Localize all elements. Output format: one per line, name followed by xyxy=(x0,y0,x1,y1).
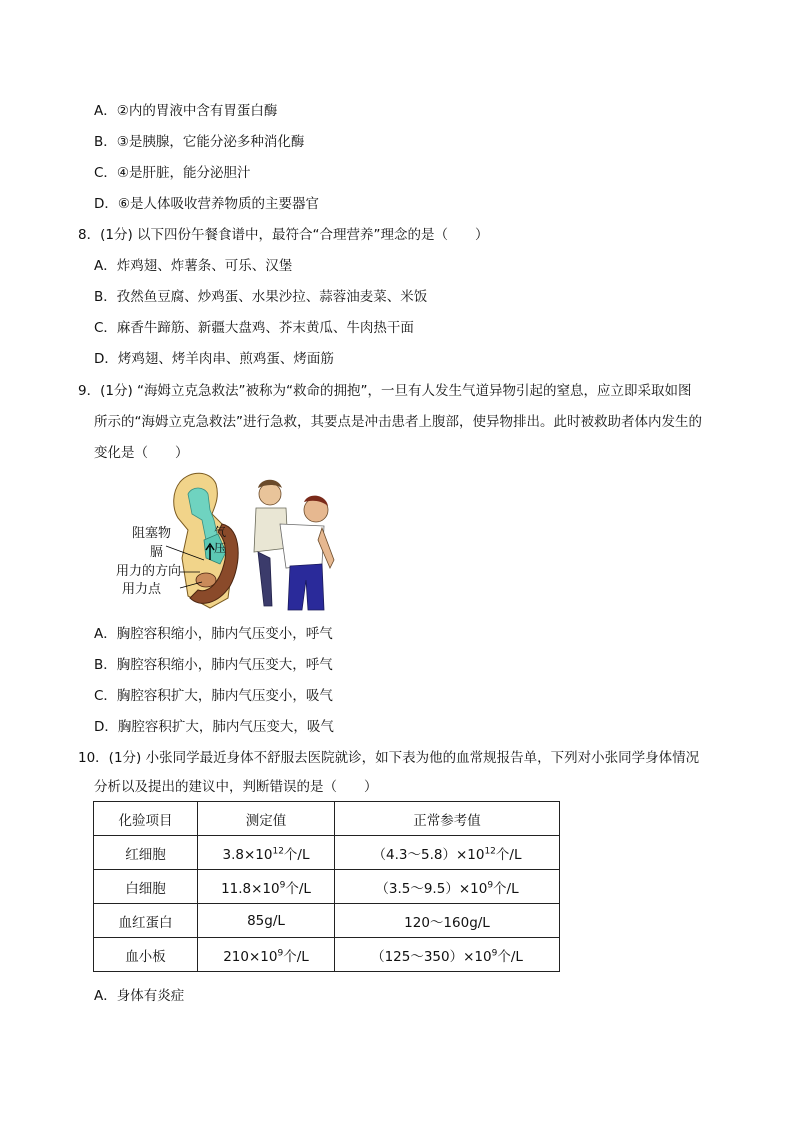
row-item: 红细胞 xyxy=(94,836,198,870)
q7-option-c: C．④是肝脏，能分泌胆汁 xyxy=(94,165,251,181)
row-reference: $(125\sim 350)\times 10^9$个/L xyxy=(335,938,560,972)
q9-stem-line-3: 变化是（ ） xyxy=(94,445,189,461)
q7-option-a: A．②内的胃液中含有胃蛋白酶 xyxy=(94,103,278,119)
heimlich-figure xyxy=(118,468,340,614)
q9-option-d: D．胸腔容积扩大，肺内气压变大，吸气 xyxy=(94,719,334,735)
label-force-point: 用力点 xyxy=(122,582,162,597)
label-qi: 气 xyxy=(214,525,227,539)
header-measured: 测定值 xyxy=(198,802,335,836)
q10-option-a: A．身体有炎症 xyxy=(94,988,185,1004)
table-row xyxy=(94,836,560,870)
header-item: 化验项目 xyxy=(94,802,198,836)
patient-pants xyxy=(288,564,324,610)
row-value: $3.8\times 10^{12}$个/L xyxy=(198,836,335,870)
q9-option-b: B．胸腔容积缩小，肺内气压变大，呼气 xyxy=(94,657,333,673)
row-reference: 120～160g/L xyxy=(335,904,560,938)
row-item: 白细胞 xyxy=(94,870,198,904)
q9-option-a: A．胸腔容积缩小，肺内气压变小，呼气 xyxy=(94,626,333,642)
rescuer-head xyxy=(259,483,281,505)
q10-stem-line-1: 10．(1分) 小张同学最近身体不舒服去医院就诊，如下表为他的血常规报告单，下列对小张同学身体情况 xyxy=(78,750,700,766)
label-ya: 压 xyxy=(214,541,227,555)
q10-stem-line-2: 分析以及提出的建议中，判断错误的是（ ） xyxy=(94,779,378,795)
rescuer-fist xyxy=(196,573,216,587)
table-header-row xyxy=(94,802,560,836)
q8-option-c: C．麻香牛蹄筋、新疆大盘鸡、芥末黄瓜、牛肉热干面 xyxy=(94,320,414,336)
q7-option-b: B．③是胰腺，它能分泌多种消化酶 xyxy=(94,134,305,150)
q8-option-a: A．炸鸡翅、炸薯条、可乐、汉堡 xyxy=(94,258,293,274)
q7-option-d: D．⑥是人体吸收营养物质的主要器官 xyxy=(94,196,319,212)
row-value: 85g/L xyxy=(198,904,335,938)
blood-test-table xyxy=(93,801,560,972)
q9-stem-line-2: 所示的“海姆立克急救法”进行急救，其要点是冲击患者上腹部，使异物排出。此时被救助者体内发生的 xyxy=(94,414,702,430)
patient-shirt xyxy=(280,524,324,568)
q8-option-b: B．孜然鱼豆腐、炒鸡蛋、水果沙拉、蒜蓉油麦菜、米饭 xyxy=(94,289,428,305)
label-force-direction: 用力的方向 xyxy=(116,564,182,579)
q8-option-d: D．烤鸡翅、烤羊肉串、煎鸡蛋、烤面筋 xyxy=(94,351,334,367)
header-reference: 正常参考值 xyxy=(335,802,560,836)
row-item: 血小板 xyxy=(94,938,198,972)
row-item: 血红蛋白 xyxy=(94,904,198,938)
rescuer-legs xyxy=(258,552,272,606)
q9-stem-line-1: 9．(1分) “海姆立克急救法”被称为“救命的拥抱”，一旦有人发生气道异物引起的窒息，应立即采取如图 xyxy=(78,383,692,399)
row-reference: $(4.3\sim 5.8)\times 10^{12}$个/L xyxy=(335,836,560,870)
table-row xyxy=(94,938,560,972)
row-value: $11.8\times 10^9$个/L xyxy=(198,870,335,904)
row-value: $210\times 10^9$个/L xyxy=(198,938,335,972)
table-row xyxy=(94,904,560,938)
q9-option-c: C．胸腔容积扩大，肺内气压变小，吸气 xyxy=(94,688,333,704)
row-reference: $(3.5\sim 9.5)\times 10^9$个/L xyxy=(335,870,560,904)
label-diaphragm: 膈 xyxy=(150,545,164,560)
table-row xyxy=(94,870,560,904)
label-obstruction: 阻塞物 xyxy=(132,526,172,541)
q8-stem: 8．(1分) 以下四份午餐食谱中，最符合“合理营养”理念的是（ ） xyxy=(78,227,489,243)
